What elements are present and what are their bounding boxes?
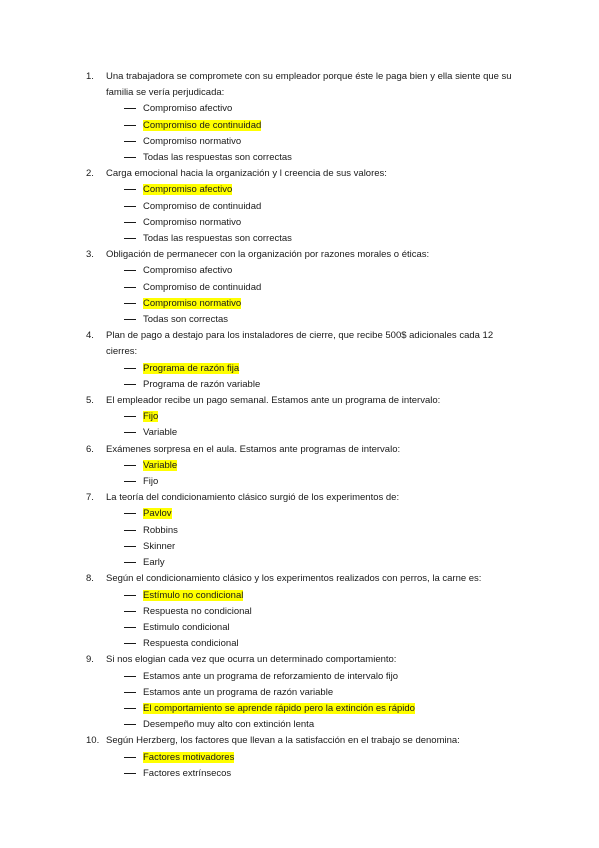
- answer-text: Compromiso normativo: [143, 216, 242, 228]
- answer-text: Compromiso de continuidad: [143, 281, 262, 293]
- question-text: Según Herzberg, los factores que llevan a la satisfacción en el trabajo se denomina:: [106, 735, 460, 747]
- dash-bullet-icon: [124, 141, 136, 142]
- question-text: Si nos elogian cada vez que ocurra un determinado comportamiento:: [106, 654, 397, 666]
- dash-bullet-icon: [124, 627, 136, 628]
- answer-options: [106, 669, 526, 734]
- answer-option-highlighted: [122, 506, 526, 522]
- question-number: 1.: [86, 71, 94, 82]
- dash-bullet-icon: [124, 676, 136, 677]
- answer-options: [106, 506, 526, 571]
- answer-option: [122, 604, 526, 620]
- dash-bullet-icon: [124, 611, 136, 612]
- dash-bullet-icon: [124, 432, 136, 433]
- question-item: [86, 490, 526, 571]
- dash-bullet-icon: [124, 465, 136, 466]
- dash-bullet-icon: [124, 157, 136, 158]
- answer-text: Estimulo condicional: [143, 621, 230, 633]
- answer-option: [122, 263, 526, 279]
- dash-bullet-icon: [124, 530, 136, 531]
- answer-text: Compromiso afectivo: [143, 265, 233, 277]
- question-text: Obligación de permanecer con la organización por razones morales o éticas:: [106, 249, 430, 261]
- question-item: [86, 733, 526, 782]
- question-number: 4.: [86, 330, 94, 342]
- answer-text: Fijo: [143, 411, 159, 423]
- answer-text: Respuesta condicional: [143, 638, 239, 650]
- answer-option: [122, 215, 526, 231]
- question-number: 2.: [86, 168, 94, 180]
- answer-text: Skinner: [143, 540, 176, 552]
- answer-option: [122, 685, 526, 701]
- answer-option: [122, 669, 526, 685]
- dash-bullet-icon: [124, 287, 136, 288]
- question-item: [86, 69, 526, 166]
- question-item: [86, 247, 526, 328]
- answer-option: [122, 717, 526, 733]
- dash-bullet-icon: [124, 206, 136, 207]
- dash-bullet-icon: [124, 773, 136, 774]
- answer-options: [106, 588, 526, 653]
- question-text: Plan de pago a destajo para los instaladores de cierre, que recibe 500$ adicionales cada 12 cierres:: [106, 330, 494, 358]
- answer-text: Todas las respuestas son correctas: [143, 152, 292, 164]
- answer-option: [122, 620, 526, 636]
- answer-option: [122, 555, 526, 571]
- answer-text: Estamos ante un programa de razón variable: [143, 686, 334, 698]
- answer-text: Compromiso normativo: [143, 135, 242, 147]
- answer-text: Fijo: [143, 476, 159, 488]
- answer-text: Factores extrínsecos: [143, 767, 232, 779]
- answer-option: [122, 474, 526, 490]
- dash-bullet-icon: [124, 384, 136, 385]
- dash-bullet-icon: [124, 416, 136, 417]
- question-item: [86, 166, 526, 247]
- answer-text: Factores motivadores: [143, 751, 235, 763]
- question-item: [86, 571, 526, 652]
- dash-bullet-icon: [124, 692, 136, 693]
- answer-option: [122, 134, 526, 150]
- question-number: 6.: [86, 443, 94, 455]
- answer-option-highlighted: [122, 588, 526, 604]
- answer-text: El comportamiento se aprende rápido pero la extinción es rápido: [143, 702, 415, 714]
- answer-text: Respuesta no condicional: [143, 605, 252, 617]
- answer-option: [122, 150, 526, 166]
- question-number: 10.: [86, 735, 100, 747]
- question-item: [86, 393, 526, 442]
- answer-option: [122, 101, 526, 117]
- question-text: Exámenes sorpresa en el aula. Estamos ante programas de intervalo:: [106, 443, 401, 455]
- answer-text: Compromiso afectivo: [143, 103, 233, 115]
- question-item: [86, 328, 526, 393]
- dash-bullet-icon: [124, 270, 136, 271]
- answer-text: Robbins: [143, 524, 178, 536]
- answer-option: [122, 636, 526, 652]
- dash-bullet-icon: [124, 513, 136, 514]
- answer-text: Todas son correctas: [143, 314, 229, 326]
- answer-option-highlighted: [122, 458, 526, 474]
- dash-bullet-icon: [124, 595, 136, 596]
- answer-text: Variable: [143, 459, 178, 471]
- answer-options: [106, 750, 526, 782]
- dash-bullet-icon: [124, 481, 136, 482]
- answer-text: Compromiso normativo: [143, 297, 242, 309]
- answer-text: Estamos ante un programa de reforzamiento de intervalo fijo: [143, 670, 399, 682]
- question-number: 3.: [86, 249, 94, 261]
- dash-bullet-icon: [124, 546, 136, 547]
- answer-options: [106, 101, 526, 166]
- answer-text: Programa de razón fija: [143, 362, 240, 374]
- dash-bullet-icon: [124, 222, 136, 223]
- question-text: El empleador recibe un pago semanal. Estamos ante un programa de intervalo:: [106, 395, 441, 407]
- dash-bullet-icon: [124, 368, 136, 369]
- answer-options: [106, 409, 526, 441]
- question-number: 8.: [86, 573, 94, 585]
- answer-options: [106, 361, 526, 393]
- answer-text: Variable: [143, 427, 178, 439]
- answer-option: [122, 280, 526, 296]
- answer-text: Todas las respuestas son correctas: [143, 233, 292, 245]
- answer-option: [122, 425, 526, 441]
- answer-options: [106, 263, 526, 328]
- question-text: Según el condicionamiento clásico y los experimentos realizados con perros, la carne es:: [106, 573, 482, 585]
- answer-option-highlighted: [122, 750, 526, 766]
- question-text: Carga emocional hacia la organización y l creencia de sus valores:: [106, 168, 387, 180]
- question-list: [86, 69, 526, 782]
- answer-option-highlighted: [122, 361, 526, 377]
- answer-text: Compromiso de continuidad: [143, 119, 262, 131]
- answer-text: Early: [143, 557, 165, 569]
- answer-option: [122, 539, 526, 555]
- dash-bullet-icon: [124, 724, 136, 725]
- dash-bullet-icon: [124, 238, 136, 239]
- dash-bullet-icon: [124, 643, 136, 644]
- answer-option-highlighted: [122, 296, 526, 312]
- answer-text: Pavlov: [143, 508, 172, 520]
- answer-option: [122, 312, 526, 328]
- dash-bullet-icon: [124, 319, 136, 320]
- answer-options: [106, 182, 526, 247]
- dash-bullet-icon: [124, 757, 136, 758]
- answer-option-highlighted: [122, 701, 526, 717]
- answer-option: [122, 523, 526, 539]
- dash-bullet-icon: [124, 562, 136, 563]
- dash-bullet-icon: [124, 708, 136, 709]
- answer-option: [122, 231, 526, 247]
- answer-option-highlighted: [122, 409, 526, 425]
- dash-bullet-icon: [124, 125, 136, 126]
- question-number: 5.: [86, 395, 94, 407]
- question-text: La teoría del condicionamiento clásico surgió de los experimentos de:: [106, 492, 400, 504]
- question-number: 7.: [86, 492, 94, 504]
- question-item: [86, 652, 526, 733]
- question-item: [86, 442, 526, 491]
- answer-text: Estímulo no condicional: [143, 589, 244, 601]
- dash-bullet-icon: [124, 303, 136, 304]
- answer-option-highlighted: [122, 118, 526, 134]
- question-text: Una trabajadora se compromete con su empleador porque éste le paga bien y ella siente que su familia se vería perjudicada:: [106, 71, 512, 99]
- answer-option: [122, 766, 526, 782]
- answer-option: [122, 199, 526, 215]
- dash-bullet-icon: [124, 189, 136, 190]
- dash-bullet-icon: [124, 108, 136, 109]
- answer-text: Desempeño muy alto con extinción lenta: [143, 719, 315, 731]
- question-number: 9.: [86, 654, 94, 666]
- answer-option-highlighted: [122, 182, 526, 198]
- answer-text: Compromiso de continuidad: [143, 200, 262, 212]
- answer-option: [122, 377, 526, 393]
- answer-text: Programa de razón variable: [143, 378, 261, 390]
- answer-options: [106, 458, 526, 490]
- answer-text: Compromiso afectivo: [143, 184, 233, 196]
